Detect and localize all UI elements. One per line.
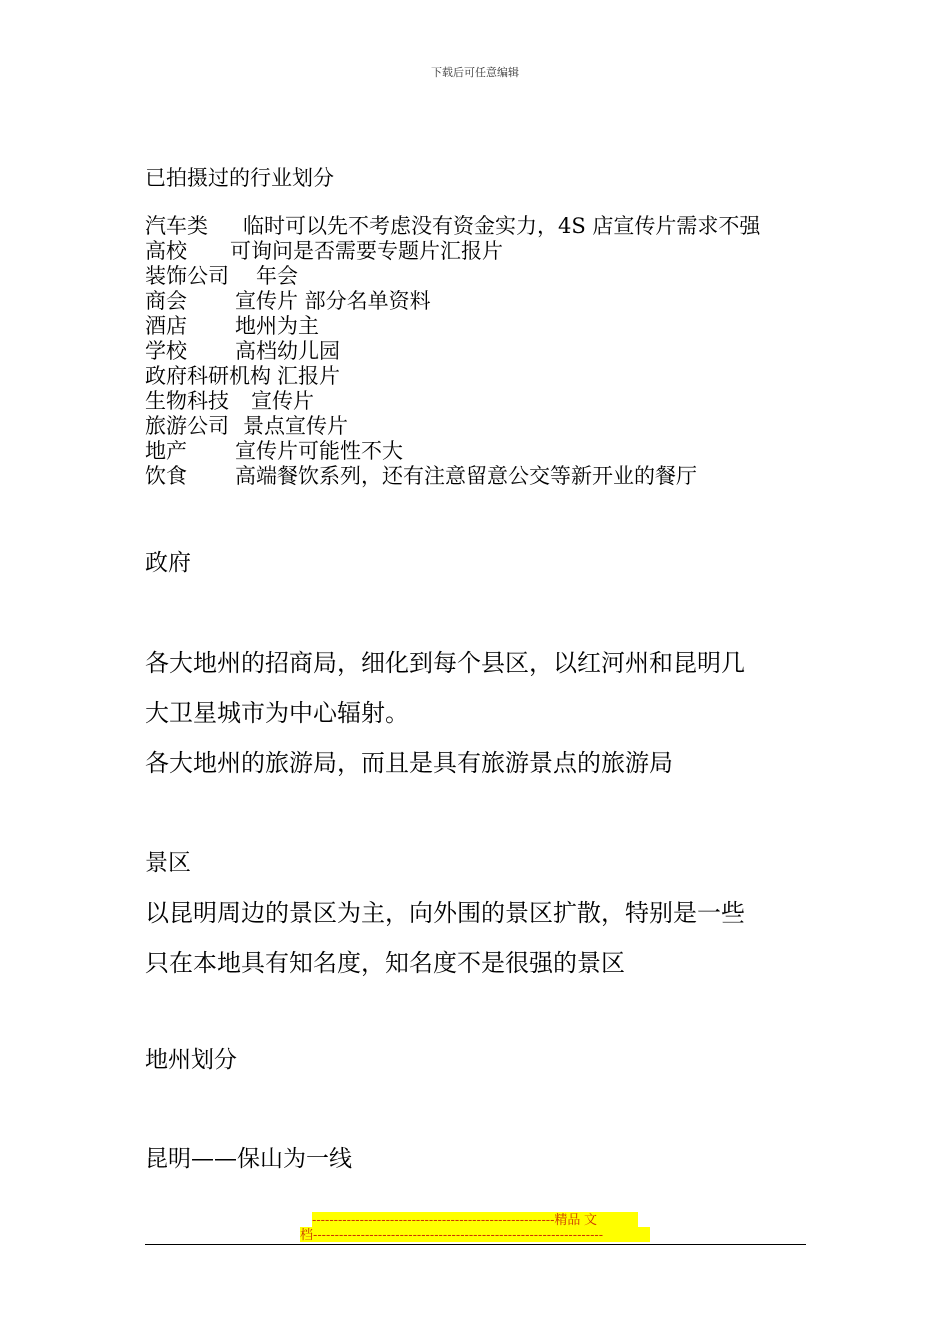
list-item	[145, 314, 760, 339]
industry-name: 高校	[145, 239, 187, 263]
paragraph-line: 以昆明周边的景区为主，向外围的景区扩散，特别是一些	[145, 899, 745, 927]
industry-name: 地产	[145, 439, 187, 463]
list-item	[145, 364, 760, 389]
list-item	[145, 289, 760, 314]
industry-desc: 可询问是否需要专题片汇报片	[230, 239, 503, 263]
industry-name: 政府科研机构	[145, 364, 271, 388]
government-title: 政府	[145, 550, 191, 576]
industry-name: 饮食	[145, 464, 187, 488]
industries-title: 已拍摄过的行业划分	[145, 166, 334, 190]
footer-line: 档-------------------------------------------------------------------	[300, 1227, 650, 1242]
industry-desc: 景点宣传片	[243, 414, 348, 438]
industry-desc: 临时可以先不考虑没有资金实力，4S 店宣传片需求不强	[243, 214, 761, 238]
list-item	[145, 264, 760, 289]
industry-desc: 汇报片	[277, 364, 340, 388]
list-item	[145, 389, 760, 414]
industry-name: 装饰公司	[145, 264, 229, 288]
scenic-text	[145, 888, 745, 988]
page-header-note: 下载后可任意编辑	[431, 66, 519, 79]
regions-title: 地州划分	[145, 1047, 237, 1073]
industry-desc: 宣传片	[251, 389, 314, 413]
list-item	[145, 339, 760, 364]
regions-line: 昆明——保山为一线	[145, 1146, 352, 1172]
industry-desc: 地州为主	[235, 314, 319, 338]
industry-name: 汽车类	[145, 214, 208, 238]
industry-list	[145, 214, 760, 489]
paragraph-line: 各大地州的旅游局，而且是具有旅游景点的旅游局	[145, 749, 673, 777]
industry-name: 旅游公司	[145, 414, 229, 438]
industry-name: 学校	[145, 339, 187, 363]
industry-desc: 宣传片 部分名单资料	[235, 289, 431, 313]
scenic-title: 景区	[145, 850, 191, 876]
paragraph-line: 各大地州的招商局，细化到每个县区，以红河州和昆明几	[145, 649, 745, 677]
list-item	[145, 464, 760, 489]
list-item	[145, 439, 760, 464]
industry-desc: 宣传片可能性不大	[235, 439, 403, 463]
industry-desc: 高档幼儿园	[235, 339, 340, 363]
government-text	[145, 638, 745, 788]
list-item	[145, 239, 760, 264]
paragraph-line: 只在本地具有知名度，知名度不是很强的景区	[145, 949, 625, 977]
industry-name: 商会	[145, 289, 187, 313]
list-item	[145, 214, 760, 239]
paragraph-line: 大卫星城市为中心辐射。	[145, 699, 409, 727]
footer-banner	[300, 1212, 650, 1242]
industry-name: 生物科技	[145, 389, 229, 413]
industry-desc: 高端餐饮系列，还有注意留意公交等新开业的餐厅	[235, 464, 697, 488]
list-item	[145, 414, 760, 439]
industry-desc: 年会	[256, 264, 298, 288]
footer-divider	[145, 1244, 806, 1245]
industry-name: 酒店	[145, 314, 187, 338]
footer-line: --------------------------------------------------------精品 文	[312, 1212, 638, 1227]
